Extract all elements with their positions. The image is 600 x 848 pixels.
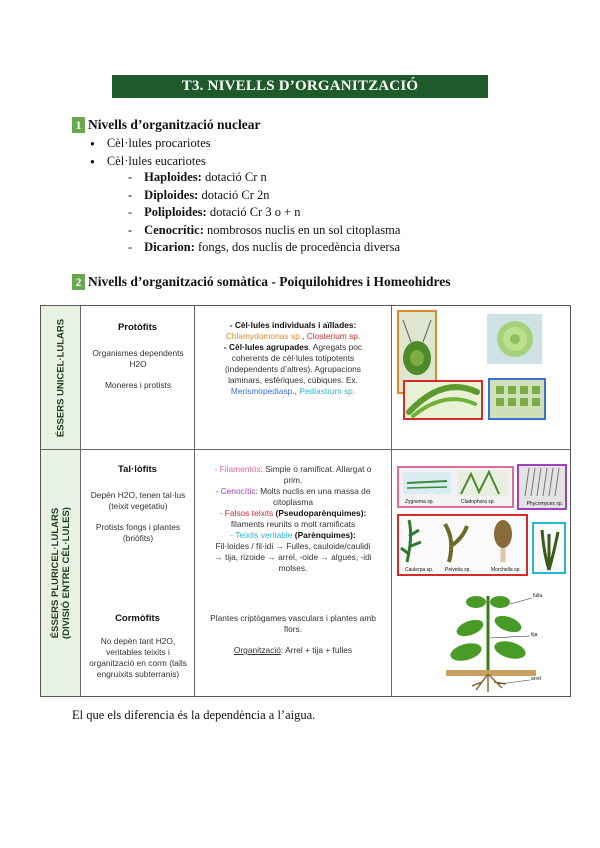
kelp-image [532,522,566,574]
protofits-title: Protòfits [117,322,158,333]
list-item: - Poliploides: dotació Cr 3 o + n [128,204,400,222]
section2-number: 2 [72,274,85,290]
phycomyces-image: Phycomyces sp. [517,464,567,510]
protofits-details: - Cèl·lules individuals i aïllades: Chlamydomonas sp., Closterium sp. - Cèl·lules agrupades. Agregats poc coherents de cèl·lules totipotents (independents d’altres). Agrupacions laminars, esfèriques, cúbiques. Ex. Merismopediasp., Pediastrum sp. [223,320,363,396]
section1-title: Nivells d’organització nuclear [88,117,261,132]
footer-text: El que els diferencia és la dependència a l’aigua. [72,708,316,722]
row-label-unicellular: ÉSSERS UNICEL·LULARS [55,318,66,437]
plant-diagram: fulla tija arrel [436,588,546,694]
list-item: ● Cèl·lules eucariotes [90,152,211,170]
talofits-title: Tal·lòfits [118,464,157,475]
cormofits-desc: No depèn tant H2O, veritables teixits i organització en corm (talls engruixits subterranis) [89,636,187,679]
pediastrum-image [487,314,542,364]
page-title: T3. NIVELLS D’ORGANITZACIÓ [112,75,488,98]
subitem-list [128,169,400,257]
organization-table [40,305,571,697]
divider [391,306,392,696]
protofits-desc: Organismes dependents H2O Moneres i protists [92,348,184,390]
list-item: - Dicarion: fongs, dos nuclis de procedència diversa [128,239,400,257]
closterium-image [403,380,483,420]
section2-heading [72,274,451,290]
list-item: - Haploides: dotació Cr n [128,169,400,187]
divider [194,306,195,696]
cormofits-title: Cormòfits [115,613,160,624]
divider [41,449,570,450]
section2-title: Nivells d’organització somàtica - Poiquilohidres i Homeohidres [88,274,451,289]
filament-algae-image: Zygnema sp. Cladophora sp. [397,466,514,508]
row-header-pluricellular [41,450,80,696]
row-header-unicellular [41,306,80,449]
list-item: - Cenocrític: nombrosos nuclis en un sol citoplasma [128,222,400,240]
section1-number: 1 [72,117,85,133]
bullet-list [90,134,211,170]
pseudoparenchyma-image: Caulerpa sp. Pelvetia sp. Morchella sp. [397,514,528,576]
list-item: - Diploides: dotació Cr 2n [128,187,400,205]
merismopedia-image [488,378,546,420]
divider [80,306,81,696]
cormofits-details: Plantes criptògames vasculars i plantes amb flors. Organització: Arrel + tija + fulles [210,613,376,655]
talofits-desc: Depèn H2O, tenen tal·lus (teixit vegetatiu) Protists fongs i plantes (briòfits) [90,490,186,543]
row-label-pluricellular: ÉSSERS PLURICEL·LULARS (DIVISIÓ ENTRE CÈL·LULES) [49,507,72,639]
section1-heading [72,117,260,133]
talofits-details: - Filamentós: Simple o ramificat. Allargat o prim. - Cenocític: Molts nuclis en una massa de citoplasma - Falsos teixits (Pseudoparènquimes): filaments reunits o molt ramificats - Teixits veritable (Parènquimes): Fil·loides / fil·idi → Fulles, cauloide/caulidi → tija, rizoide → arrel, -oide → algues, -idi molses. [214,464,372,573]
list-item: ● Cèl·lules procariotes [90,134,211,152]
